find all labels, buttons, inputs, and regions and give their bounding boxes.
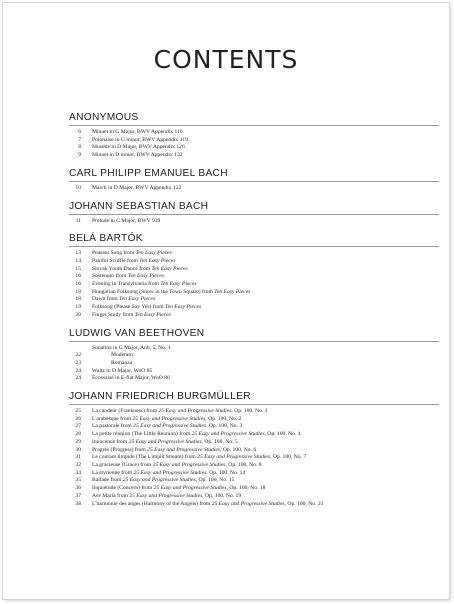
toc-entry	[69, 137, 439, 145]
entry-title	[92, 304, 201, 312]
page-number: 13	[75, 250, 81, 257]
toc-entry	[69, 152, 439, 160]
composer-heading: ANONYMOUS	[69, 112, 439, 126]
entry-text: Hungarian Folksong (Snow in the Town Square) from	[92, 288, 215, 295]
collection-title: 25 Easy and Progressive Studies	[197, 454, 271, 461]
toc-entry	[69, 218, 439, 226]
collection-title: 25 Easy and Progressive Studies	[132, 415, 206, 422]
composer-section	[69, 168, 439, 193]
page-number	[69, 345, 81, 353]
collection-title: Ten Easy Pieces	[165, 304, 202, 311]
page-number: 27	[75, 423, 81, 430]
collection-title: Ten Easy Pieces	[214, 288, 251, 295]
page-number: 29	[75, 438, 81, 445]
entry-text: La gracieuse (Grace) from	[92, 461, 153, 468]
page-number: 14	[75, 257, 81, 264]
entry-text: , Op. 100, No. 4	[264, 431, 301, 438]
toc-entry	[69, 375, 439, 383]
page-number: 24	[75, 367, 81, 374]
entry-text: Écossaise in E-flat Major, WoO 86	[92, 375, 170, 382]
entry-text: , Op. 100, No. 15	[195, 477, 235, 484]
entry-text: Waltz in D Major, WoO 85	[92, 367, 153, 374]
toc-entry	[69, 501, 439, 509]
entry-text: Romanza	[111, 359, 133, 366]
collection-title: 25 Easy and Progressive Studies	[153, 485, 227, 492]
entry-text: Finger Study from	[92, 311, 135, 318]
page-number: 20	[75, 311, 81, 318]
entry-text: La pastorale from	[92, 423, 134, 430]
entry-title	[111, 352, 133, 360]
entry-text: Peasant Song from	[92, 250, 136, 257]
entry-title	[92, 273, 164, 281]
entry-text: La styrienne from	[92, 469, 134, 476]
toc-entry	[69, 312, 439, 320]
entry-text: Musette in D Major, BWV Appendix 126	[92, 144, 185, 151]
toc-entry	[69, 462, 439, 470]
page-number: 35	[75, 477, 81, 484]
collection-title: Ten Easy Pieces	[160, 281, 197, 288]
collection-title: 25 Easy and Progressive Studies	[147, 446, 221, 453]
entry-text: La candeur (Frankness) from	[92, 408, 159, 415]
toc-entry	[69, 250, 439, 258]
entry-text: La petite réunion (The Little Reunion) from	[92, 431, 192, 438]
page-number: 32	[75, 461, 81, 468]
page-number: 15	[75, 265, 81, 272]
entry-text: Dawn from	[92, 296, 120, 303]
composer-heading: JOHANN SEBASTIAN BACH	[69, 201, 439, 215]
entry-text: Ave Maria from	[92, 492, 130, 499]
entry-text: Minuet in D minor, BWV Appendix 132	[92, 152, 183, 159]
toc-entry	[69, 493, 439, 501]
entry-text: Minuet in G Major, BWV Appendix 116	[92, 129, 183, 135]
entry-title	[92, 250, 172, 258]
composer-section	[69, 328, 439, 384]
toc-entry	[69, 454, 439, 462]
entry-title	[92, 431, 301, 439]
collection-title: 25 Easy and Progressive Studies	[152, 461, 226, 468]
page-number: 19	[75, 304, 81, 311]
entry-title	[92, 218, 160, 226]
toc-entry	[69, 185, 439, 193]
entry-title	[92, 501, 323, 509]
page-number: 37	[75, 492, 81, 499]
entry-text: , Op. 100, No. 14	[206, 469, 246, 476]
toc-entry	[69, 304, 439, 312]
entry-title	[92, 258, 175, 266]
entry-title	[92, 485, 265, 493]
page-number: 26	[75, 415, 81, 422]
page-number: 38	[75, 500, 81, 507]
composer-section	[69, 233, 439, 319]
entry-text: Moderato	[111, 352, 133, 359]
toc-entry	[69, 273, 439, 281]
entry-title	[92, 144, 185, 152]
page-title: CONTENTS	[153, 45, 299, 74]
page-number: 30	[75, 446, 81, 453]
page-number: 31	[75, 454, 81, 461]
entry-title	[92, 454, 306, 462]
entry-text: Painful Scuffle from	[92, 257, 140, 264]
collection-title: 25 Easy and Progressive Studies	[133, 469, 207, 476]
entry-title	[92, 375, 170, 383]
page-number: 34	[75, 469, 81, 476]
entry-title	[92, 185, 181, 193]
composer-section	[69, 112, 439, 160]
composer-section	[69, 201, 439, 226]
entry-text: March in D Major, BWV Appendix 122	[92, 184, 182, 191]
collection-title: 25 Easy and Progressive Studies	[158, 408, 232, 415]
entry-title	[92, 312, 171, 320]
page-number: 36	[75, 485, 81, 492]
entry-title	[92, 137, 188, 145]
toc-entry	[69, 129, 439, 137]
page-number: 8	[78, 144, 81, 151]
entry-title	[111, 360, 132, 368]
page-number: 18	[75, 296, 81, 303]
toc-entry	[69, 485, 439, 493]
toc-entry	[69, 144, 439, 152]
entry-text: Slovak Youth Dance from	[92, 265, 152, 272]
entry-text: Folksong (Please Say Yes) from	[92, 304, 166, 311]
toc-entry	[69, 345, 439, 353]
entry-title	[92, 281, 197, 289]
collection-title: 25 Easy and Progressive Studies	[122, 477, 196, 484]
entry-title	[92, 345, 171, 353]
composer-heading: JOHANN FRIEDRICH BURGMÜLLER	[69, 391, 439, 405]
entry-text: Inquiétude (Concern) from	[92, 485, 154, 492]
table-of-contents	[69, 112, 439, 516]
entry-text: L'harmonie des anges (Harmony of the Angels) from	[92, 500, 212, 507]
toc-entry	[69, 477, 439, 485]
entry-title	[92, 477, 235, 485]
page-number: 10	[75, 184, 81, 191]
entry-text: Prelude in C Major, BWV 939	[92, 217, 161, 224]
page-number: 18	[75, 288, 81, 295]
entry-text: L'arabesque from	[92, 415, 133, 422]
page-number: 28	[75, 431, 81, 438]
page-number: 7	[78, 136, 81, 143]
collection-title: 25 Easy and Progressive Studies	[129, 492, 203, 499]
entry-text: , Op. 100, No. 8	[225, 461, 262, 468]
toc-entry	[69, 296, 439, 304]
entry-text: Sostenuto from	[92, 273, 128, 280]
composer-heading: CARL PHILIPP EMANUEL BACH	[69, 168, 439, 182]
collection-title: 25 Easy and Progressive Studies	[128, 438, 202, 445]
entry-title	[92, 462, 262, 470]
composer-section	[69, 391, 439, 508]
entry-title	[92, 129, 183, 137]
page-number: 25	[75, 408, 81, 415]
toc-entry	[69, 360, 439, 368]
collection-title: Ten Easy Pieces	[135, 250, 172, 257]
entry-text: , Op. 100, No. 1	[231, 408, 268, 415]
page-number: 22	[75, 352, 81, 359]
entry-text: Sonatina in G Major, Anh. 5, No. 1	[92, 344, 171, 351]
document-page	[3, 3, 449, 599]
collection-title: Ten Easy Pieces	[127, 273, 164, 280]
entry-title	[92, 296, 155, 304]
entry-text: Ballade from	[92, 477, 123, 484]
entry-text: Progrès (Progress) from	[92, 446, 148, 453]
page-number: 11	[75, 217, 81, 224]
page-number: 23	[75, 359, 81, 366]
page-number: 16	[75, 281, 81, 288]
collection-title: 25 Easy and Progressive Studies	[211, 500, 285, 507]
entry-text: , Op. 100, No. 19	[202, 492, 242, 499]
entry-text: Innocence from	[92, 438, 129, 445]
composer-heading: BELÁ BARTÓK	[69, 233, 439, 247]
entry-title	[92, 439, 238, 447]
entry-text: , Op. 100, No. 7	[270, 454, 307, 461]
entry-text: , Op. 100, No. 3	[206, 423, 243, 430]
entry-text: , Op. 100, No. 5	[201, 438, 238, 445]
toc-entry	[69, 258, 439, 266]
entry-title	[92, 493, 241, 501]
entry-title	[92, 408, 267, 416]
composer-heading: LUDWIG VAN BEETHOVEN	[69, 328, 439, 342]
toc-entry	[69, 408, 439, 416]
entry-text: , Op. 100, No. 18	[226, 485, 266, 492]
entry-text: , Op. 100, No. 21	[284, 500, 324, 507]
collection-title: Ten Easy Pieces	[134, 311, 171, 318]
entry-text: Evening in Transylvania from	[92, 281, 161, 288]
collection-title: Ten Easy Pieces	[139, 257, 176, 264]
page-number: 24	[75, 375, 81, 382]
entry-text: Polonaise in G minor, BWV Appendix 119	[92, 136, 188, 143]
entry-title	[92, 152, 183, 160]
entry-text: , Op. 100, No. 2	[205, 415, 242, 422]
page-number: 16	[75, 273, 81, 280]
collection-title: 25 Easy and Progressive Studies	[191, 431, 265, 438]
toc-entry	[69, 439, 439, 447]
toc-entry	[69, 281, 439, 289]
collection-title: Ten Easy Pieces	[119, 296, 156, 303]
collection-title: 25 Easy and Progressive Studies	[133, 423, 207, 430]
page-number: 6	[78, 129, 81, 135]
entry-text: Le courant limpide (The Limpid Stream) from	[92, 454, 198, 461]
toc-entry	[69, 431, 439, 439]
entry-text: , Op. 100, No. 6	[220, 446, 257, 453]
page-number: 9	[78, 152, 81, 159]
collection-title: Ten Easy Pieces	[151, 265, 188, 272]
toc-entry	[69, 352, 439, 360]
